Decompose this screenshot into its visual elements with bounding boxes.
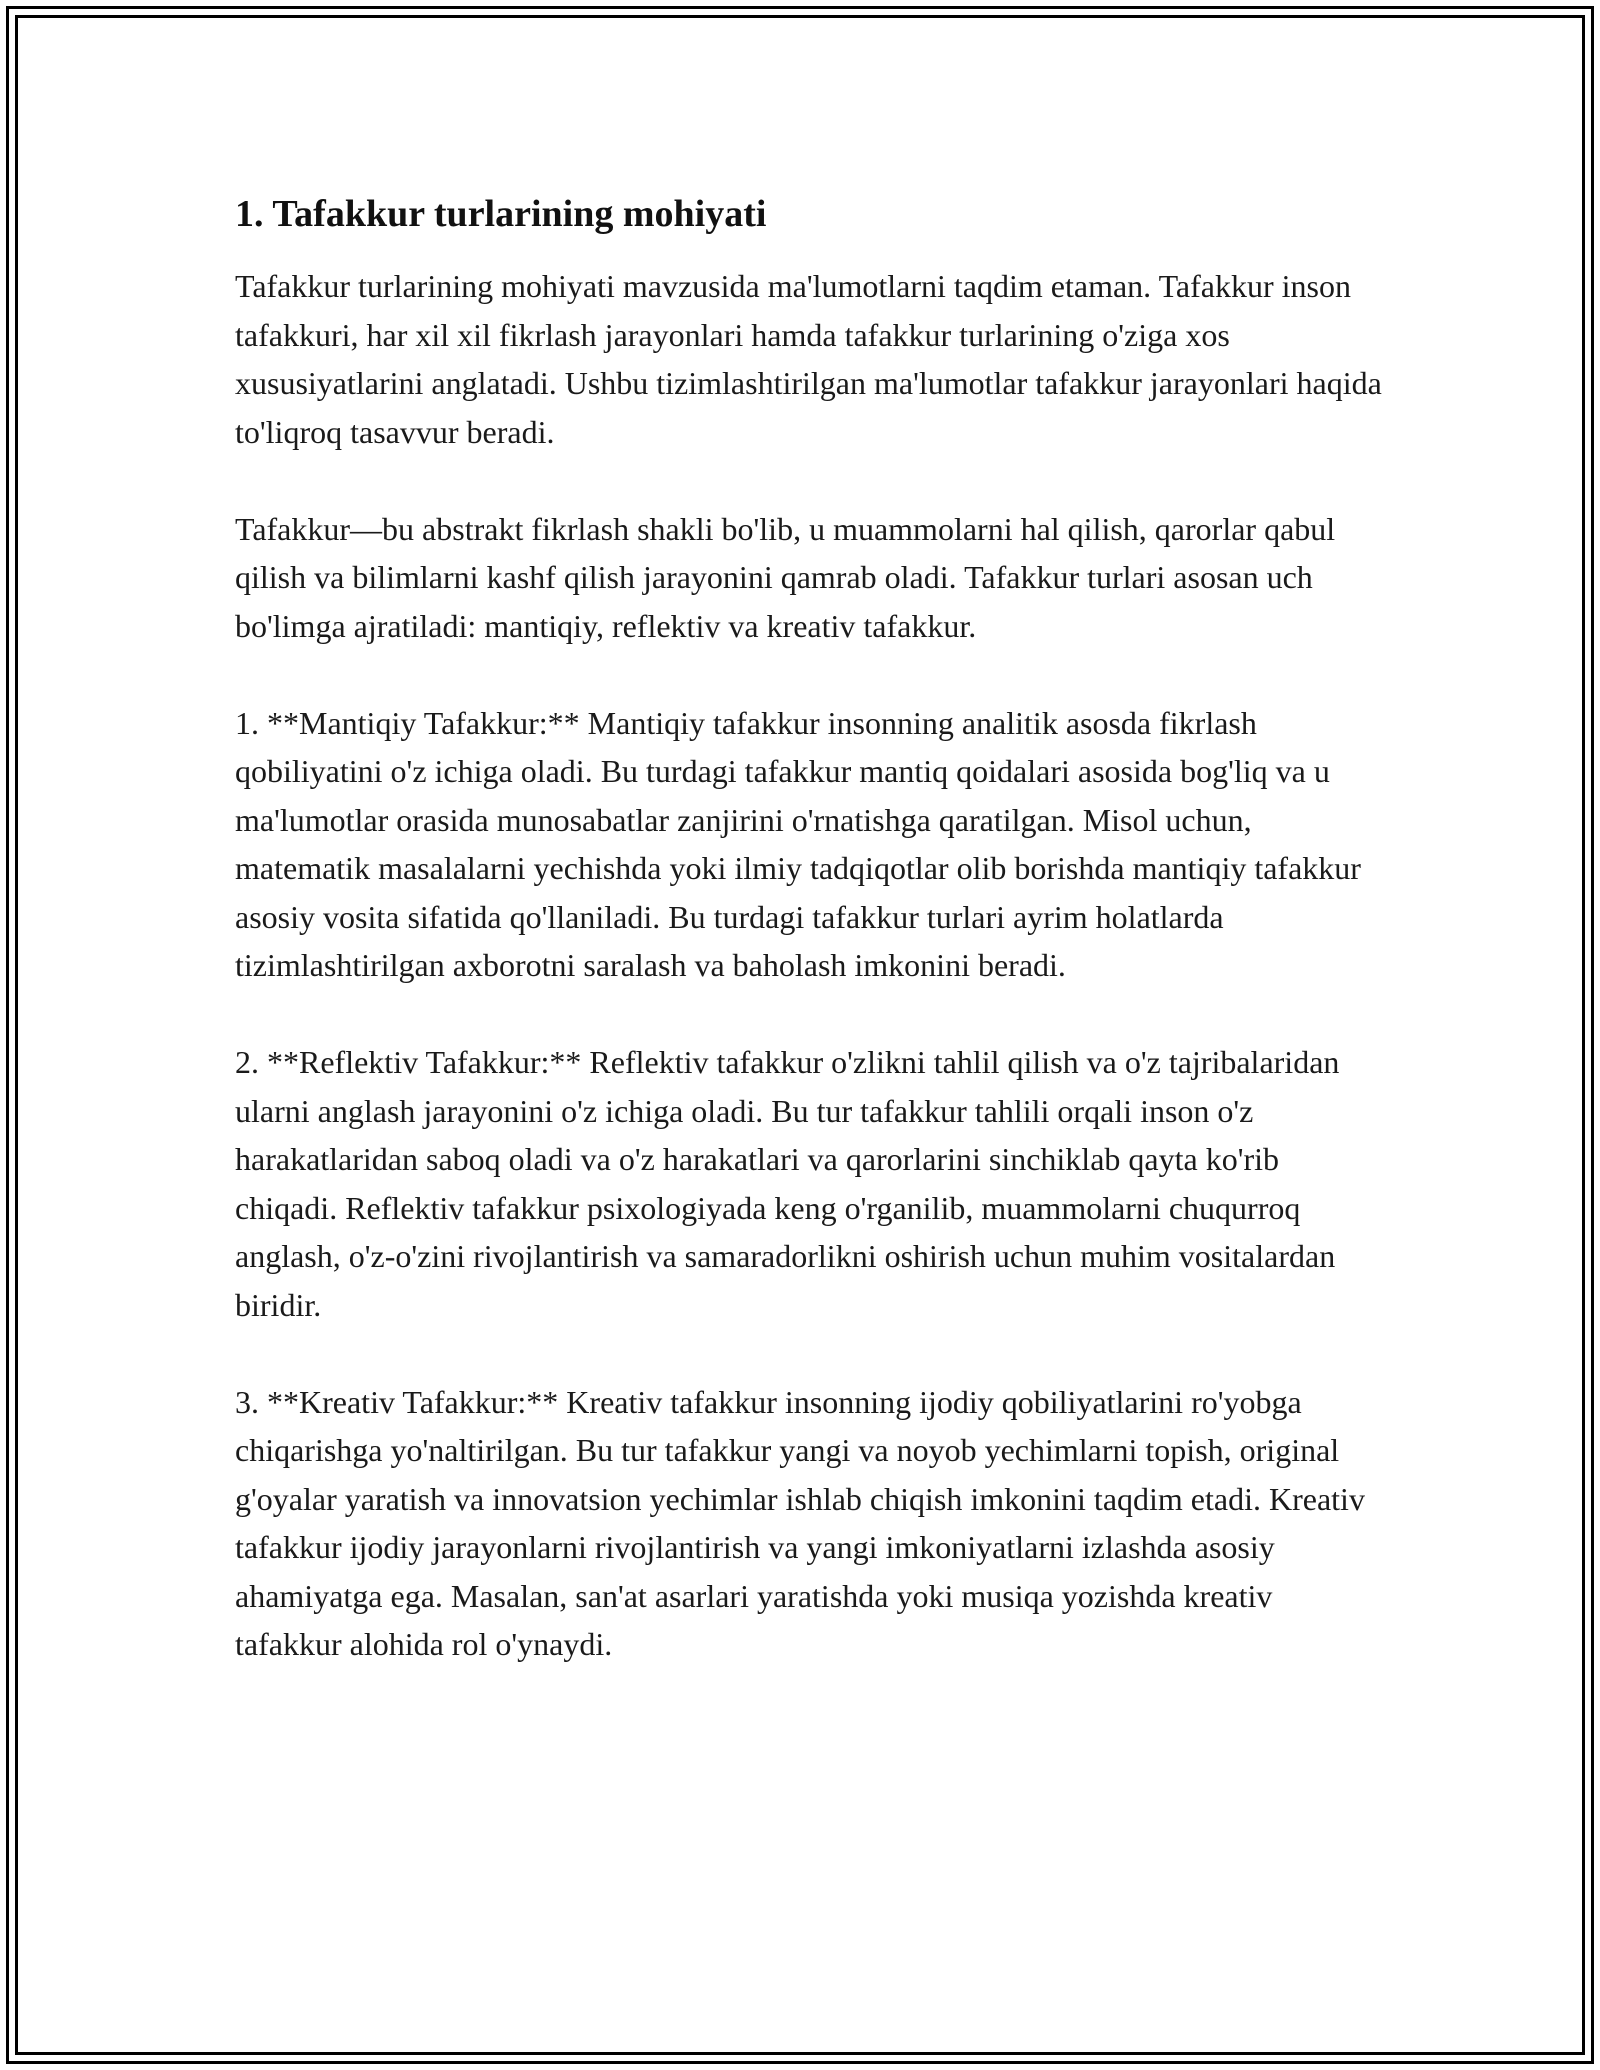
- paragraph-creative-thinking: 3. **Kreativ Tafakkur:** Kreativ tafakkur insonning ijodiy qobiliyatlarini ro'yobga chiqarishga yo'naltirilgan. Bu tur tafakkur yangi va noyob yechimlarni topish, original g'oyalar yaratish va innovatsion yechimlar ishlab chiqish imkonini taqdim etadi. Kreativ tafakkur ijodiy jarayonlarni rivojlantirish va yangi imkoniyatlarni izlashda asosiy ahamiyatga ega. Masalan, san'at asarlari yaratishda yoki musiqa yozishda kreativ tafakkur alohida rol o'ynaydi.: [235, 1383, 1365, 1662]
- paragraph-definition: Tafakkur—bu abstrakt fikrlash shakli bo'lib, u muammolarni hal qilish, qarorlar qabul qilish va bilimlarni kashf qilish jarayonini qamrab oladi. Tafakkur turlari asosan uch bo'limga ajratiladi: mantiqiy, reflektiv va kreativ tafakkur.: [235, 510, 1336, 644]
- document-title: 1. Tafakkur turlarining mohiyati: [235, 193, 767, 235]
- paragraph-intro: Tafakkur turlarining mohiyati mavzusida ma'lumotlarni taqdim etaman. Tafakkur inson tafakkuri, har xil xil fikrlash jarayonlari hamda tafakkur turlarining o'ziga xos xususiyatlarini anglatadi. Ushbu tizimlashtirilgan ma'lumotlar tafakkur jarayonlari haqida to'liqroq tasavvur beradi.: [235, 268, 1382, 450]
- paragraph-reflective-thinking: 2. **Reflektiv Tafakkur:** Reflektiv tafakkur o'zlikni tahlil qilish va o'z tajribalaridan ularni anglash jarayonini o'z ichiga oladi. Bu tur tafakkur tahlili orqali inson o'z harakatlaridan saboq oladi va o'z harakatlari va qarorlarini sinchiklab qayta ko'rib chiqadi. Reflektiv tafakkur psixologiyada keng o'rganilib, muammolarni chuqurroq anglash, o'z-o'zini rivojlantirish va samaradorlikni oshirish uchun muhim vositalardan biridir.: [235, 1044, 1340, 1323]
- paragraph-logical-thinking: 1. **Mantiqiy Tafakkur:** Mantiqiy tafakkur insonning analitik asosda fikrlash qobiliyatini o'z ichiga oladi. Bu turdagi tafakkur mantiq qoidalari asosida bog'liq va u ma'lumotlar orasida munosabatlar zanjirini o'rnatishga qaratilgan. Misol uchun, matematik masalalarni yechishda yoki ilmiy tadqiqotlar olib borishda mantiqiy tafakkur asosiy vosita sifatida qo'llaniladi. Bu turdagi tafakkur turlari ayrim holatlarda tizimlashtirilgan axborotni saralash va baholash imkonini beradi.: [235, 704, 1361, 983]
- document-body: [235, 186, 1385, 1717]
